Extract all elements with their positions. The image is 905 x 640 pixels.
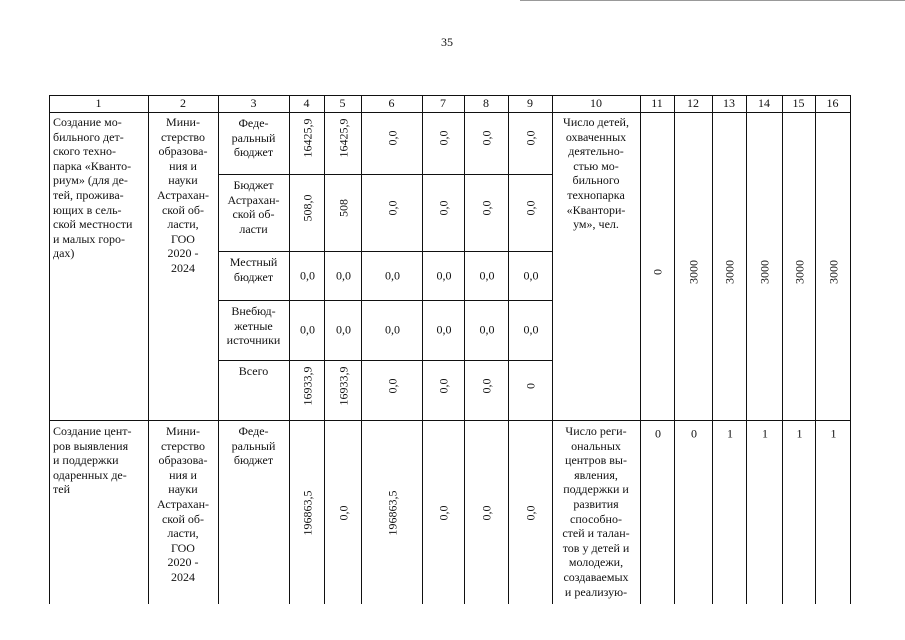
- column-rule-2: [218, 95, 219, 604]
- budget-value: 0,0: [336, 322, 351, 337]
- subrow-rule: [218, 251, 553, 252]
- text-line: одаренных де-: [53, 467, 127, 482]
- text-line: ров выявления: [53, 438, 129, 453]
- header-cell: 15: [792, 96, 805, 110]
- text-line: бильного дет-: [53, 129, 124, 144]
- funding-source-cell: [220, 304, 287, 348]
- column-rule-8: [508, 95, 509, 604]
- header-cell: 5: [339, 96, 346, 110]
- text-line: бюджет: [233, 269, 274, 284]
- page-number: 35: [441, 35, 453, 49]
- text-line: и поддержки: [53, 453, 119, 468]
- text-line: и малых горо-: [53, 231, 126, 246]
- budget-value: 0,0: [436, 505, 451, 521]
- text-line: бильного: [572, 173, 620, 188]
- text-line: науки: [168, 173, 198, 188]
- text-line: бюджет: [233, 145, 274, 160]
- text-line: 2020 -: [167, 246, 199, 261]
- header-cell: 13: [723, 96, 735, 110]
- target-value: 1: [830, 426, 837, 441]
- text-line: Число реги-: [565, 424, 627, 438]
- budget-value: 508,0: [300, 194, 314, 222]
- column-rule-13: [746, 95, 747, 604]
- text-line: явления,: [574, 467, 618, 482]
- text-line: Внебюд-: [231, 304, 276, 318]
- budget-value: 16425,9: [336, 118, 350, 158]
- text-line: Мини-: [166, 424, 200, 438]
- text-line: ум», чел.: [573, 217, 619, 232]
- budget-value: 0,0: [436, 130, 451, 146]
- column-rule-4: [324, 95, 325, 604]
- budget-value: 0,0: [336, 268, 351, 282]
- target-value: 3000: [757, 260, 772, 284]
- text-line: Создание мо-: [53, 115, 122, 129]
- text-line: Создание цент-: [53, 424, 132, 438]
- column-rule-0: [49, 95, 50, 604]
- text-line: центров вы-: [565, 453, 627, 468]
- funding-source-cell: [220, 116, 287, 160]
- text-line: Феде-: [238, 424, 269, 438]
- funding-source-cell: [220, 424, 287, 468]
- target-value: 1: [796, 426, 803, 441]
- text-line: ской об-: [161, 202, 205, 217]
- column-rule-9: [552, 95, 553, 604]
- text-line: образова-: [158, 453, 208, 468]
- text-line: ральный: [231, 438, 276, 453]
- text-line: ГОО: [171, 231, 195, 246]
- budget-value: 0,0: [479, 505, 494, 521]
- target-value: 0: [655, 426, 661, 441]
- budget-value: 508: [336, 199, 350, 217]
- header-cell: 14: [758, 96, 770, 110]
- text-line: поддержки и: [563, 482, 629, 497]
- column-rule-1: [148, 95, 149, 604]
- budget-value: 0,0: [385, 200, 399, 216]
- target-value: 3000: [826, 260, 840, 284]
- text-line: парка «Кванто-: [53, 158, 132, 173]
- target-value: 3000: [792, 260, 806, 284]
- text-line: Мини-: [166, 115, 200, 129]
- text-line: Астрахан-: [157, 496, 209, 511]
- text-line: ния и: [169, 467, 197, 482]
- text-line: «Квантори-: [566, 202, 626, 217]
- funding-source-cell: [220, 364, 287, 379]
- budget-value: 16933,9: [300, 366, 314, 406]
- row-divider-rule: [49, 420, 851, 421]
- budget-value: 0,0: [300, 322, 315, 337]
- header-cell: 6: [388, 96, 395, 110]
- column-rule-3: [289, 95, 290, 604]
- budget-value: 0,0: [436, 200, 451, 216]
- text-line: молодежи,: [568, 555, 624, 570]
- text-line: 2024: [171, 569, 195, 584]
- text-line: Бюджет: [233, 178, 274, 192]
- text-line: бюджет: [233, 453, 274, 468]
- text-line: источники: [226, 333, 281, 348]
- budget-value: 0,0: [385, 378, 399, 394]
- header-cell: 16: [826, 96, 839, 110]
- budget-value: 0,0: [479, 268, 495, 282]
- text-line: жетные: [234, 318, 273, 333]
- text-line: 2024: [171, 260, 195, 275]
- budget-value: 196863,5: [300, 490, 314, 536]
- target-value: 0: [691, 426, 697, 441]
- text-line: ГОО: [171, 540, 195, 555]
- indicator-cell: [555, 424, 637, 599]
- header-cell: 10: [590, 96, 602, 110]
- text-line: охваченных: [565, 129, 627, 144]
- header-cell: 7: [440, 96, 446, 110]
- column-rule-15: [815, 95, 816, 604]
- budget-value: 0,0: [479, 322, 495, 337]
- target-value: 0: [650, 269, 665, 275]
- text-line: Астрахан-: [227, 192, 280, 207]
- text-line: образова-: [158, 144, 208, 159]
- funding-source-cell: [220, 255, 287, 284]
- text-line: Феде-: [238, 116, 269, 130]
- column-rule-14: [782, 95, 783, 604]
- budget-value: 0,0: [523, 505, 538, 521]
- target-value: 3000: [722, 260, 737, 284]
- budget-value: 0,0: [479, 200, 494, 216]
- budget-value: 0,0: [523, 200, 538, 216]
- funding-source-cell: [220, 178, 287, 236]
- budget-value: 0,0: [385, 322, 400, 337]
- text-line: деятельно-: [568, 144, 624, 159]
- budget-value: 0,0: [479, 130, 494, 146]
- header-bottom-rule: [49, 112, 851, 113]
- header-cell: 1: [95, 96, 102, 110]
- text-line: ской местности: [53, 217, 133, 232]
- budget-value: 16933,9: [336, 366, 350, 406]
- budget-value: 0,0: [523, 268, 539, 282]
- text-line: риум» (для де-: [53, 173, 128, 188]
- header-cell: 4: [303, 96, 310, 110]
- text-line: Число детей,: [563, 115, 629, 129]
- budget-value: 0,0: [523, 130, 538, 146]
- text-line: ласти,: [167, 526, 199, 541]
- text-line: ласти: [239, 221, 268, 236]
- responsible-cell: [150, 424, 216, 585]
- budget-value: 0,0: [336, 505, 350, 521]
- text-line: науки: [168, 482, 198, 497]
- budget-value: 0,0: [385, 130, 399, 146]
- budget-value: 0,0: [300, 268, 315, 282]
- header-cell: 12: [687, 96, 699, 110]
- measure-name-cell: [53, 115, 146, 261]
- text-line: ональных: [571, 438, 621, 453]
- budget-value: 196863,5: [385, 490, 399, 536]
- header-cell: 3: [250, 96, 257, 110]
- column-rule-6: [422, 95, 423, 604]
- budget-value: 0,0: [523, 322, 539, 337]
- text-line: ющих в сель-: [53, 202, 122, 217]
- header-cell: 9: [527, 96, 533, 110]
- budget-value: 16425,9: [300, 118, 314, 158]
- text-line: стерство: [160, 438, 206, 453]
- text-line: ского техно-: [53, 144, 116, 159]
- text-line: стью мо-: [573, 158, 619, 173]
- text-line: и реализую-: [564, 584, 628, 599]
- text-line: ния и: [169, 158, 197, 173]
- text-line: дах): [53, 246, 75, 261]
- header-cell: 8: [483, 96, 489, 110]
- subrow-rule: [218, 174, 553, 175]
- header-cell: 11: [651, 96, 663, 110]
- text-line: способно-: [570, 511, 622, 526]
- budget-value: 0,0: [436, 378, 451, 394]
- target-value: 3000: [686, 260, 701, 284]
- header-cell: 2: [180, 96, 186, 110]
- column-rule-11: [674, 95, 675, 604]
- column-rule-10: [640, 95, 641, 604]
- text-line: тей, прожива-: [53, 187, 124, 202]
- text-line: технопарка: [567, 187, 625, 202]
- text-line: создаваемых: [563, 569, 629, 584]
- subrow-rule: [218, 360, 553, 361]
- text-line: Астрахан-: [157, 187, 209, 202]
- subrow-rule: [218, 300, 553, 301]
- column-rule-7: [464, 95, 465, 604]
- budget-value: 0,0: [436, 322, 452, 337]
- text-line: тей: [53, 482, 70, 497]
- text-line: ральный: [231, 130, 276, 145]
- column-rule-5: [361, 95, 362, 604]
- text-line: ской об-: [232, 207, 275, 222]
- target-value: 1: [727, 426, 733, 441]
- text-line: Всего: [238, 364, 269, 378]
- measure-name-cell: [53, 424, 146, 497]
- budget-value: 0,0: [385, 268, 400, 282]
- text-line: стерство: [160, 129, 206, 144]
- indicator-cell: [555, 115, 637, 232]
- text-line: развития: [573, 496, 619, 511]
- budget-value: 0: [523, 383, 538, 389]
- text-line: Местный: [229, 255, 278, 269]
- target-value: 1: [762, 426, 768, 441]
- text-line: 2020 -: [167, 555, 199, 570]
- column-rule-12: [712, 95, 713, 604]
- budget-value: 0,0: [436, 268, 452, 282]
- responsible-cell: [150, 115, 216, 276]
- budget-value: 0,0: [479, 378, 494, 394]
- text-line: ской об-: [161, 511, 205, 526]
- text-line: стей и талан-: [562, 526, 630, 541]
- text-line: тов у детей и: [562, 540, 630, 555]
- text-line: ласти,: [167, 217, 199, 232]
- column-rule-16: [850, 95, 851, 604]
